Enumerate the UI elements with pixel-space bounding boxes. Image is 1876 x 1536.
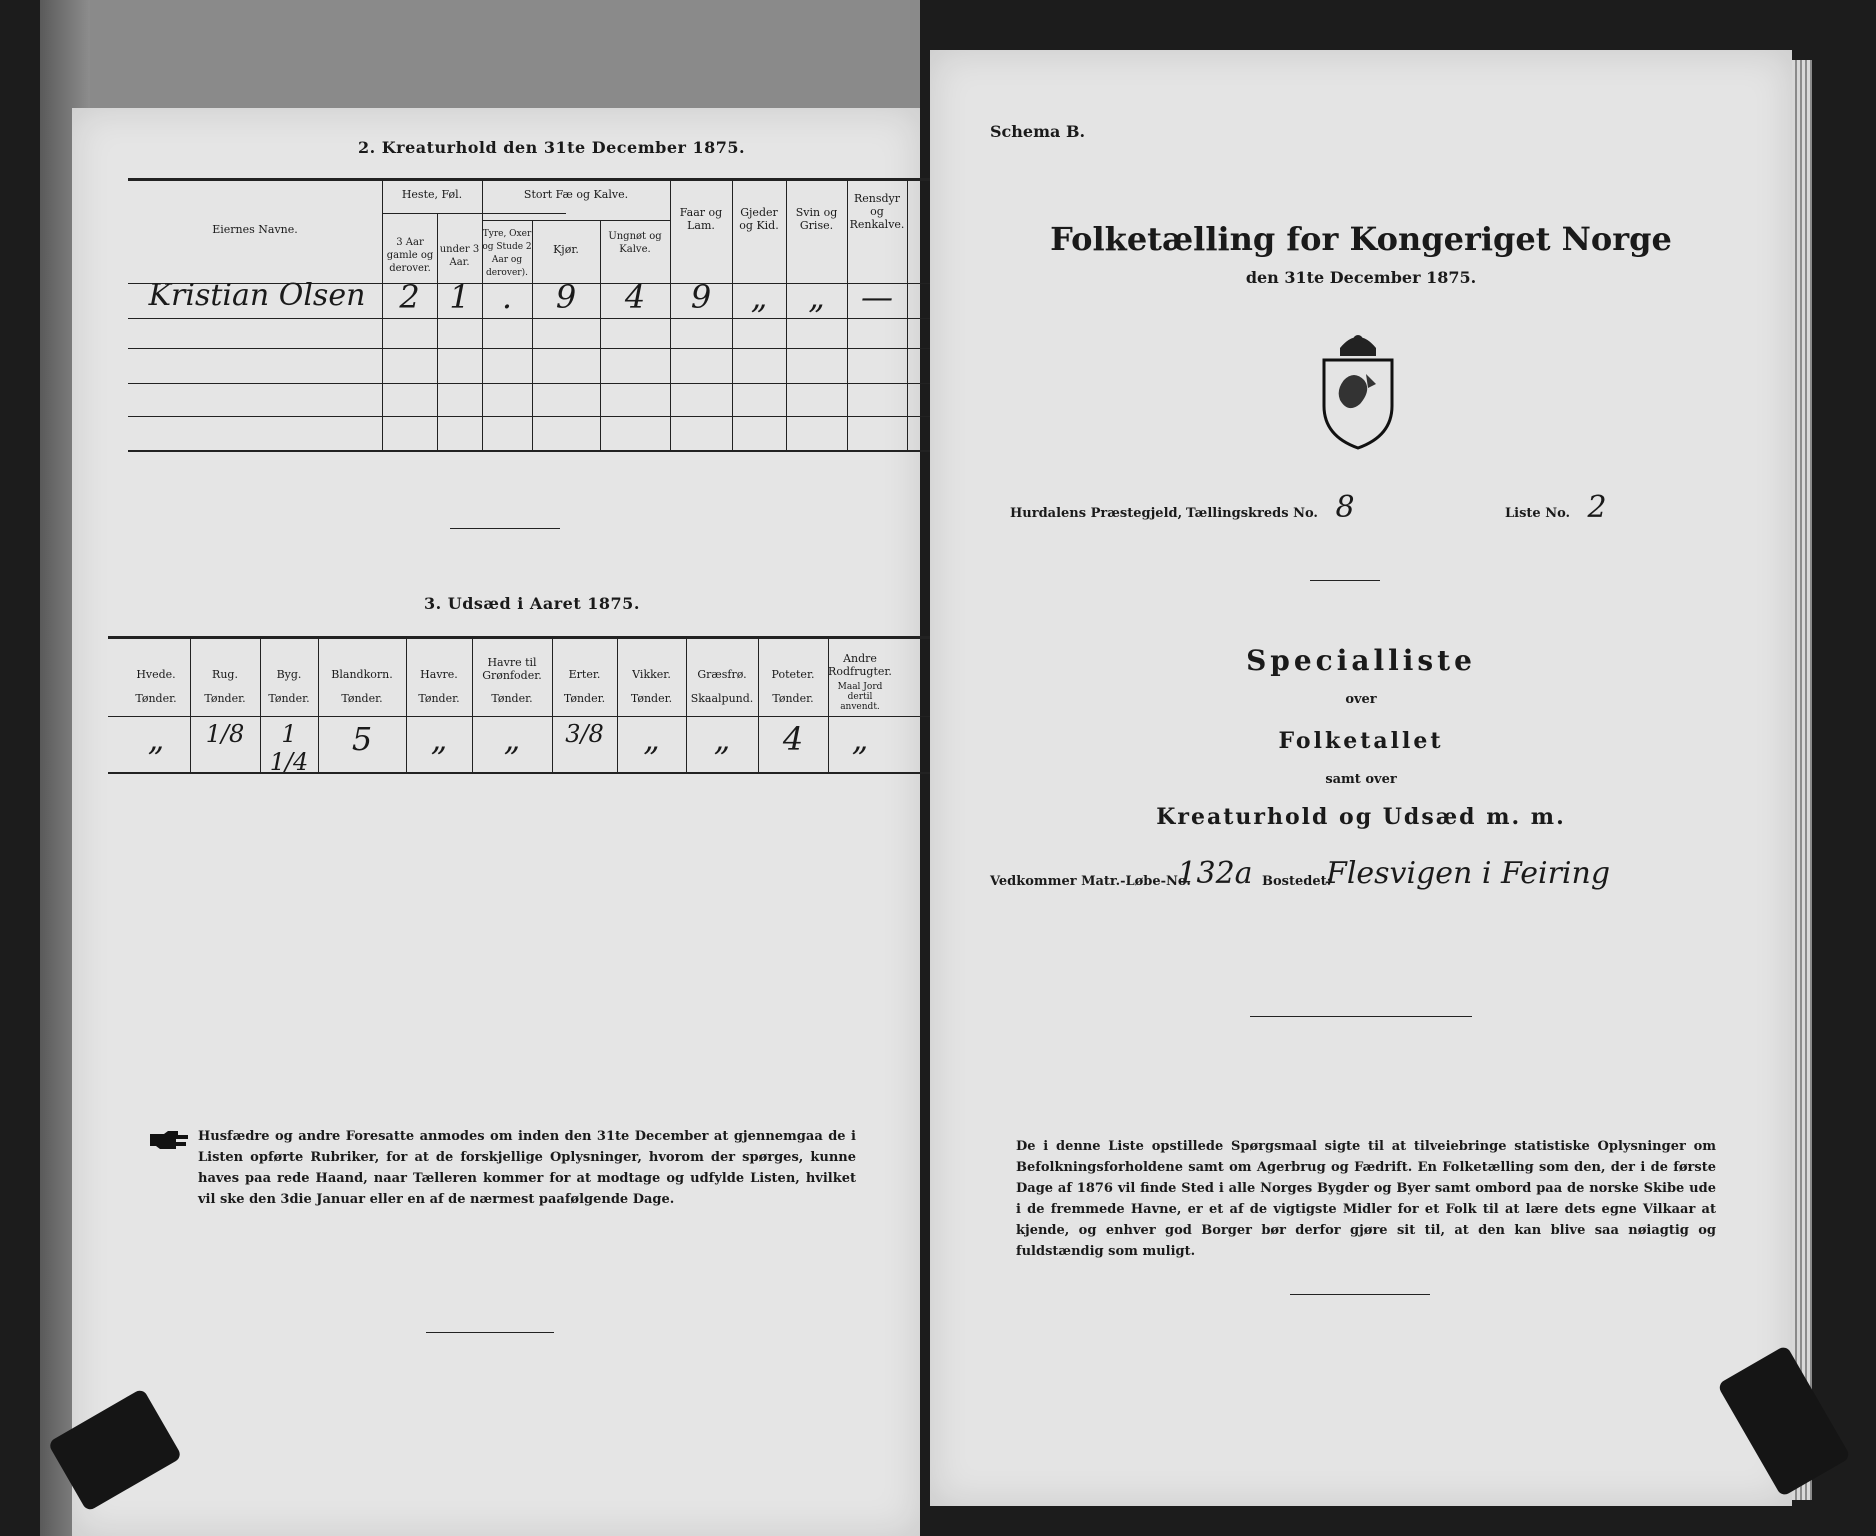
- udsaed-value: „: [147, 720, 165, 758]
- udsaed-col-name: Andre Rodfrugter.: [828, 652, 892, 678]
- owner-col-header: Eiernes Navne.: [212, 223, 298, 236]
- udsaed-col-unit: Tønder.: [418, 692, 460, 705]
- col-header: Gjeder og Kid.: [739, 206, 779, 232]
- col-header: Tyre, Oxer og Stude 2 Aar og derover).: [482, 229, 532, 278]
- udsaed-col-name: Poteter.: [771, 668, 815, 681]
- coat-of-arms-icon: [1310, 330, 1406, 450]
- udsaed-col-unit: Tønder.: [630, 692, 673, 705]
- udsaed-col-name: Græsfrø.: [697, 668, 747, 681]
- udsaed-col-name: Rug.: [212, 668, 238, 681]
- udsaed-value: „: [713, 720, 731, 758]
- udsaed-col-unit: Skaalpund.: [690, 692, 754, 705]
- main-title: Folketælling for Kongeriget Norge: [1050, 220, 1672, 258]
- col-header: under 3 Aar.: [439, 244, 480, 268]
- table2-row-rule: [128, 318, 980, 319]
- udsaed-col-unit: Maal Jord dertil anvendt.: [837, 682, 883, 712]
- udsaed-col-name: Vikker.: [632, 668, 671, 681]
- folketallet-title: Folketallet: [1278, 728, 1444, 754]
- title-date: den 31te December 1875.: [1245, 268, 1477, 287]
- udsaed-col-name: Havre til Grønfoder.: [482, 656, 542, 682]
- separator: [426, 1332, 554, 1333]
- kreatur-title: Kreaturhold og Udsæd m. m.: [1156, 804, 1566, 830]
- udsaed-value: „: [430, 720, 448, 758]
- udsaed-value: 3/8: [565, 720, 604, 748]
- col-header: Rensdyr og Renkalve.: [849, 192, 905, 231]
- cell-value: 9: [555, 278, 577, 316]
- udsaed-col-unit: Tønder.: [772, 692, 814, 705]
- matr-value: 132a: [1177, 856, 1253, 891]
- schema-label: Schema B.: [990, 122, 1086, 141]
- cell-value: „: [750, 278, 768, 316]
- separator: [450, 528, 560, 529]
- table2-row-rule: [128, 416, 980, 417]
- col-header: Svin og Grise.: [795, 206, 838, 232]
- pointing-hand-icon: [148, 1130, 190, 1152]
- udsaed-col-unit: Tønder.: [341, 692, 383, 705]
- udsaed-col-name: Hvede.: [136, 668, 176, 681]
- right-page: [930, 50, 1792, 1506]
- udsaed-value: „: [643, 720, 660, 758]
- separator: [1290, 1294, 1430, 1295]
- scan-background-top: [40, 0, 920, 108]
- udsaed-col-unit: Tønder.: [268, 692, 310, 705]
- cell-value: .: [501, 278, 513, 316]
- udsaed-col-name: Blandkorn.: [331, 668, 393, 681]
- prestegjeld-label: Hurdalens Præstegjeld,: [1010, 506, 1183, 521]
- cell-value: 1: [449, 278, 470, 316]
- bosted-value: Flesvigen i Feiring: [1326, 856, 1611, 891]
- table2-row-rule: [128, 383, 980, 384]
- section2-heading: 2. Kreaturhold den 31te December 1875.: [358, 138, 746, 157]
- udsaed-value: „: [851, 720, 869, 758]
- udsaed-value: 1 1/4: [269, 720, 309, 776]
- cell-value: 4: [624, 278, 646, 316]
- udsaed-col-unit: Tønder.: [563, 692, 606, 705]
- heste-group-header: Heste, Føl.: [401, 188, 463, 201]
- cell-value: 9: [690, 278, 712, 316]
- udsaed-col-unit: Tønder.: [204, 692, 246, 705]
- col-header: 3 Aar gamle og derover.: [386, 237, 434, 274]
- udsaed-value: 4: [782, 720, 804, 758]
- table2-top-rule: [128, 178, 980, 181]
- separator: [1310, 580, 1380, 581]
- table3-header-rule: [108, 716, 992, 717]
- udsaed-value: 5: [351, 720, 373, 758]
- section3-heading: 3. Udsæd i Aaret 1875.: [424, 594, 640, 613]
- krets-label: Tællingskreds No.: [1186, 506, 1318, 521]
- cell-value: 2: [399, 278, 420, 316]
- stortfae-group-header: Stort Fæ og Kalve.: [523, 188, 629, 201]
- udsaed-col-name: Erter.: [568, 668, 601, 681]
- bosted-label: Bostedet:: [1262, 874, 1332, 889]
- footer-text: De i denne Liste opstillede Spørgsmaal sigte til at tilveiebringe statistiske Oplysninger om Befolkningsforholdene samt om Agerbrug og Fædrift. En Folketælling som den, der i de første Dage af 1876 vil finde Sted i alle Norges Bygder og Byer samt ombord paa de norske Skibe ude i de fremmede Havne, er et af de vigtigste Midler for et Folk til at lære dets egne Vilkaar at kjende, og enhver god Borger bør derfor gjøre sit til, at den kan blive saa nøiagtig og fuldstændig som muligt.: [1016, 1139, 1716, 1259]
- samt-over-label: samt over: [1325, 772, 1397, 787]
- special-title: Specialliste: [1246, 644, 1476, 677]
- udsaed-value: „: [503, 720, 521, 758]
- udsaed-col-unit: Tønder.: [135, 692, 177, 705]
- liste-value: 2: [1587, 490, 1607, 525]
- cell-value: —: [861, 278, 893, 316]
- table2-group-rule: [382, 213, 566, 214]
- over-label: over: [1345, 692, 1377, 707]
- table2-group-rule: [482, 220, 670, 221]
- liste-label: Liste No.: [1505, 506, 1571, 521]
- separator: [1250, 1016, 1472, 1017]
- notice-text: Husfædre og andre Foresatte anmodes om inden den 31te December at gjennemgaa de i Listen opførte Rubriker, for at de forskjellige Oplysninger, hvorom der spørges, kunne haves paa rede Haand, naar Tælleren kommer for at modtage og udfylde Listen, hvilket vil ske den 3die Januar eller en af de nærmest paafølgende Dage.: [198, 1129, 856, 1207]
- matr-label: Vedkommer Matr.-Løbe-No.: [990, 874, 1191, 889]
- table2-bottom-rule: [128, 450, 980, 452]
- udsaed-col-unit: Tønder.: [491, 692, 533, 705]
- col-header: Kjør.: [553, 243, 579, 256]
- cell-value: „: [808, 278, 825, 316]
- page-stack-edge: [1792, 60, 1812, 1500]
- table3-top-rule: [108, 636, 992, 639]
- krets-value: 8: [1335, 490, 1355, 525]
- owner-name: Kristian Olsen: [148, 278, 366, 313]
- udsaed-col-name: Havre.: [420, 668, 458, 681]
- table2-row-rule: [128, 348, 980, 349]
- col-header: Faar og Lam.: [679, 206, 723, 232]
- table2-col-rule: [907, 178, 908, 450]
- udsaed-col-name: Byg.: [276, 668, 302, 681]
- udsaed-value: 1/8: [205, 720, 245, 748]
- col-header: Ungnøt og Kalve.: [608, 231, 662, 255]
- table3-bottom-rule: [108, 772, 992, 774]
- left-page: [72, 108, 920, 1536]
